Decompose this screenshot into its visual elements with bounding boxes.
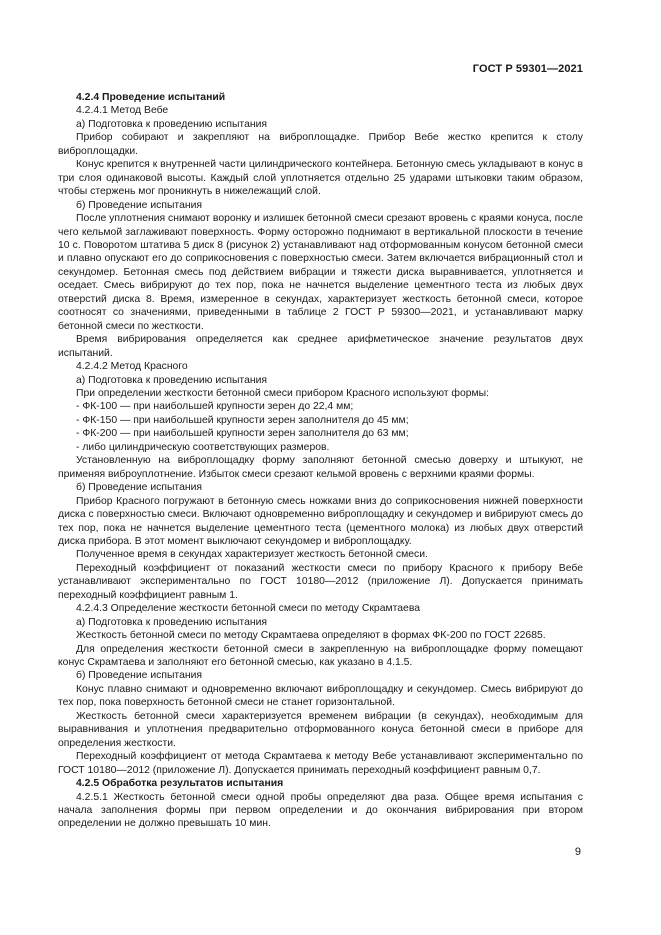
paragraph: Конус крепится к внутренней части цилиндрического контейнера. Бетонную смесь укладывают в конус в три слоя одинаковой высоты. Каждый слой уплотняется отдельно 25 ударами штыковки таким образом, чтобы стержень мог проникнуть в нижележащий слой.: [58, 159, 583, 198]
page-number: 9: [574, 846, 581, 858]
list-item: - ФК-200 — при наибольшей крупности зерен заполнителя до 63 мм;: [76, 428, 409, 440]
paragraph: Прибор собирают и закрепляют на виброплощадке. Прибор Вебе жестко крепится к столу виброплощадки.: [58, 132, 583, 157]
list-item: - ФК-150 — при наибольшей крупности зерен заполнителя до 45 мм;: [76, 414, 409, 426]
list-step: б) Проведение испытания: [76, 482, 203, 494]
paragraph: Для определения жесткости бетонной смеси в закрепленную на виброплощадке форму помещают конус Скрамтаева и заполняют его бетонной смесью, как указано в 4.1.5.: [58, 643, 583, 669]
paragraph: Время вибрирования определяется как среднее арифметическое значение результатов двух испытаний.: [58, 334, 583, 359]
paragraph: Полученное время в секундах характеризует жесткость бетонной смеси.: [76, 549, 428, 561]
list-step: а) Подготовка к проведению испытания: [76, 616, 268, 628]
list-step: б) Проведение испытания: [76, 199, 203, 211]
list-step: б) Проведение испытания: [76, 670, 203, 682]
standard-header: ГОСТ Р 59301—2021: [472, 63, 583, 75]
paragraph: Установленную на виброплощадку форму заполняют бетонной смесью доверху и штыкуют, не применяя виброуплотнение. Избыток смеси срезают кельмой вровень с верхними краями формы.: [58, 455, 583, 480]
list-step: а) Подготовка к проведению испытания: [76, 118, 268, 130]
subsection-heading: 4.2.4.1 Метод Вебе: [76, 105, 169, 117]
paragraph: Переходный коэффициент от показаний жесткости смеси по прибору Красного к прибору Вебе устанавливают экспериментально по ГОСТ 10180—2012 (приложение Л). Допускается принимать переходный коэффициент равным 1.: [58, 562, 583, 601]
paragraph: Жесткость бетонной смеси характеризуется временем вибрации (в секундах), необходимым для выравнивания и уплотнения предварительно отформованного конуса бетонной смеси в приборе для определения жесткости.: [58, 710, 583, 749]
paragraph: Конус плавно снимают и одновременно включают виброплощадку и секундомер. Смесь вибрируют до тех пор, пока поверхность бетонной смеси не станет горизонтальной.: [58, 683, 583, 709]
section-heading: 4.2.5 Обработка результатов испытания: [76, 778, 284, 790]
paragraph: Жесткость бетонной смеси по методу Скрамтаева определяют в формах ФК-200 по ГОСТ 22685.: [76, 630, 546, 642]
subsection-heading: 4.2.4.2 Метод Красного: [76, 361, 188, 373]
list-item: - ФК-100 — при наибольшей крупности зерен до 22,4 мм;: [76, 401, 354, 413]
paragraph: Прибор Красного погружают в бетонную смесь ножками вниз до соприкосновения нижней поверхности диска с поверхностью смеси. Включают одновременно виброплощадку и секундомер и вибрируют смесь до тех пор, пока не начнется выделение цементного теста (цементного молока) из любых двух отверстий диска прибора. В этот момент выключают секундомер и виброплощадку.: [58, 495, 583, 547]
document-body: [58, 91, 583, 831]
paragraph: При определении жесткости бетонной смеси прибором Красного используют формы:: [76, 387, 490, 399]
paragraph: После уплотнения снимают воронку и излишек бетонной смеси срезают вровень с краями конуса, после чего кельмой заглаживают поверхность. Форму осторожно поднимают в вертикальной плоскости в течение 10 с. Поворотом штатива 5 диск 8 (рисунок 2) устанавливают над отформованным конусом бетонной смеси и плавно опускают его до соприкосновения с поверхностью смеси. Затем включается вибрационный стол и секундомер. Бетонная смесь под действием вибрации и тяжести диска выравнивается, уплотняется и оседает. Смесь вибрируют до тех пор, пока не начнется выделение цементного теста из любых двух отверстий диска 8. Время, измеренное в секундах, характеризует жесткость бетонной смеси, которое соотносят со значениями, приведенными в таблице 2 ГОСТ Р 59300—2021, и устанавливают марку бетонной смеси по жесткости.: [58, 213, 584, 332]
paragraph: Переходный коэффициент от метода Скрамтаева к методу Вебе устанавливают экспериментально по ГОСТ 10180—2012 (приложение Л). Допускается принимать переходный коэффициент равным 0,7.: [58, 751, 583, 776]
subsection-heading: 4.2.4.3 Определение жесткости бетонной смеси по методу Скрамтаева: [76, 603, 420, 615]
list-step: а) Подготовка к проведению испытания: [76, 374, 268, 386]
paragraph: 4.2.5.1 Жесткость бетонной смеси одной пробы определяют два раза. Общее время испытания с начала заполнения формы при первом определении и до окончания вибрирования при втором определении не должно превышать 10 мин.: [58, 791, 583, 830]
section-heading: 4.2.4 Проведение испытаний: [76, 92, 226, 103]
list-item: - либо цилиндрическую соответствующих размеров.: [76, 441, 330, 453]
